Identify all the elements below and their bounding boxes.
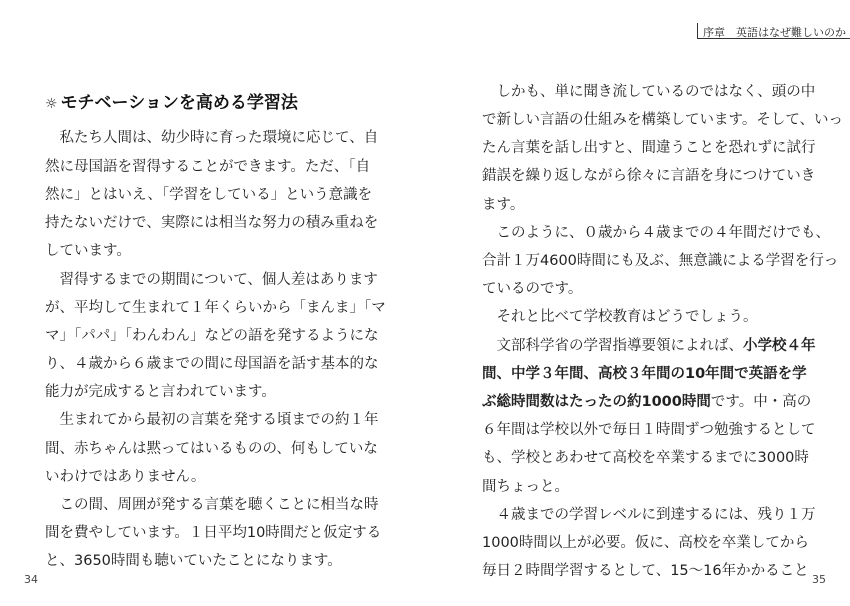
- left-line: り、４歳から６歳までの間に母国語を話す基本的な: [45, 356, 379, 372]
- right-line: ているのです。: [482, 281, 583, 297]
- left-line: 然に母国語を習得することができます。ただ、「自: [45, 159, 371, 175]
- left-line: 持たないだけで、実際には相当な努力の積み重ねを: [45, 215, 379, 231]
- left-line: と、3650時間も聴いていたことになります。: [45, 553, 342, 569]
- running-head: 序章 英語はなぜ難しいのか: [703, 26, 846, 39]
- running-head-rule: [697, 38, 850, 39]
- right-line-bold: ぶ総時間数はたったの約1000時間: [482, 394, 711, 410]
- right-line: も、学校とあわせて高校を卒業するまでに3000時: [482, 450, 809, 466]
- right-line: 1000時間以上が必要。仮に、高校を卒業してから: [482, 535, 809, 551]
- right-line: それと比べて学校教育はどうでしょう。: [482, 309, 758, 325]
- right-line: このように、０歳から４歳までの４年間だけでも、: [482, 225, 830, 241]
- right-line-bold: 小学校４年: [743, 338, 816, 354]
- left-line: 生まれてから最初の言葉を発する頃までの約１年: [45, 412, 379, 428]
- left-line: いわけではありません。: [45, 469, 206, 485]
- left-line: 私たち人間は、幼少時に育った環境に応じて、自: [45, 130, 379, 146]
- right-line: 合計１万4600時間にも及ぶ、無意識による学習を行っ: [482, 253, 839, 269]
- page-number-right: 35: [812, 573, 826, 586]
- right-line: ４歳までの学習レベルに到達するには、残り１万: [482, 507, 816, 523]
- left-line: 習得するまでの期間について、個人差はあります: [45, 272, 378, 288]
- running-head-tick: [697, 23, 698, 38]
- right-line: ます。: [482, 197, 525, 213]
- left-line: 間、赤ちゃんは黙ってはいるものの、何もしていな: [45, 441, 378, 457]
- left-line: が、平均して生まれて１年くらいから「まんま」「マ: [45, 300, 386, 316]
- right-line: しかも、単に聞き流しているのではなく、頭の中: [482, 84, 816, 100]
- left-line: この間、周囲が発する言葉を聴くことに相当な時: [45, 497, 379, 513]
- section-heading: [45, 88, 298, 113]
- right-line: たん言葉を話し出すと、間違うことを恐れずに試行: [482, 140, 816, 156]
- right-line: 毎日２時間学習するとして、15～16年かかること: [482, 563, 809, 579]
- section-heading-text: モチベーションを高める学習法: [60, 93, 298, 113]
- right-line: 間、中学３年間、高校３年間の10年間で英語を学: [482, 366, 807, 382]
- right-line: ６年間は学校以外で毎日１時間ずつ勉強するとして: [482, 422, 816, 438]
- right-line-text: です。中・高の: [710, 394, 812, 410]
- right-line: 間ちょっと。: [482, 479, 569, 495]
- left-line: 能力が完成すると言われています。: [45, 384, 276, 400]
- page-number-left: 34: [24, 573, 38, 586]
- right-line: で新しい言語の仕組みを構築しています。そして、いっ: [482, 112, 844, 128]
- left-line: マ」「パパ」「わんわん」などの語を発するようにな: [45, 328, 379, 344]
- sun-ornament-icon: ☼: [45, 96, 58, 112]
- right-line: [482, 334, 816, 355]
- left-line: 然に」とはいえ、「学習をしている」という意識を: [45, 187, 373, 203]
- right-line: [482, 390, 811, 411]
- right-line: 錯誤を繰り返しながら徐々に言語を身につけていき: [482, 168, 816, 184]
- left-line: しています。: [45, 243, 131, 259]
- right-line-text: 文部科学省の学習指導要領によれば、: [482, 338, 743, 354]
- left-line: 間を費やしています。１日平均10時間だと仮定する: [45, 525, 382, 541]
